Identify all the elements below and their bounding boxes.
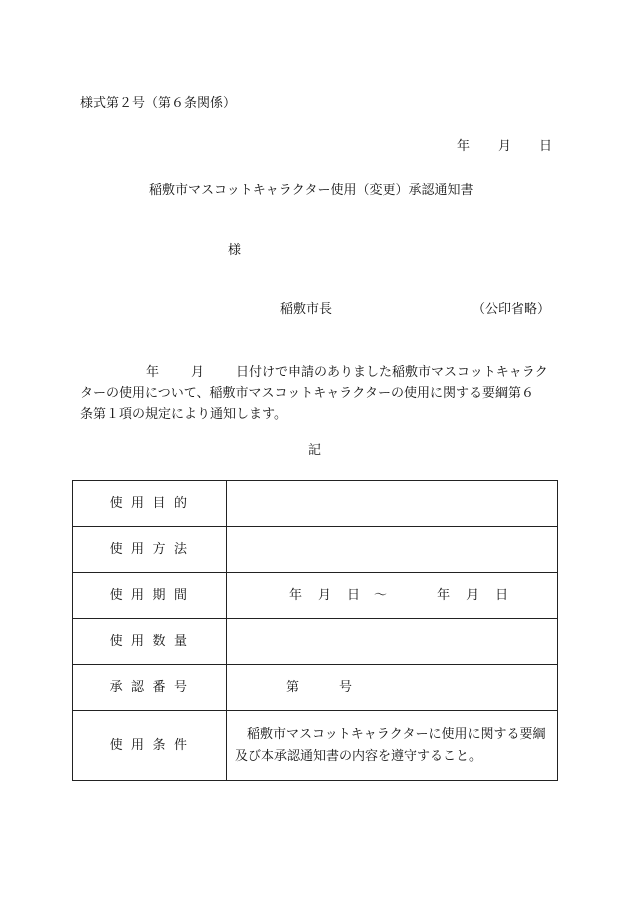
row-label: 承認番号 bbox=[73, 665, 227, 711]
row-label: 使用期間 bbox=[73, 573, 227, 619]
row-label: 使用数量 bbox=[73, 619, 227, 665]
period-tilde: ～ bbox=[374, 588, 388, 603]
row-label: 使用方法 bbox=[73, 527, 227, 573]
period-start-day: 日 bbox=[347, 588, 361, 603]
date-month: 月 bbox=[498, 139, 512, 154]
table-row bbox=[73, 619, 558, 665]
period-end-year: 年 bbox=[437, 588, 451, 603]
period-end-day: 日 bbox=[495, 588, 509, 603]
row-value bbox=[227, 527, 558, 573]
period-end-month: 月 bbox=[466, 588, 480, 603]
table-row bbox=[73, 481, 558, 527]
issuer-name: 稲敷市長 bbox=[280, 302, 333, 317]
conditions-line-2: 及び本承認通知書の内容を遵守すること。 bbox=[235, 748, 483, 764]
period-value bbox=[227, 573, 558, 619]
period-start-month: 月 bbox=[318, 588, 332, 603]
conditions-value bbox=[227, 711, 558, 781]
date-line bbox=[457, 140, 552, 153]
body-line-1-rest: 日付けで申請のありました稲敷市マスコットキャラク bbox=[236, 365, 548, 380]
table-row bbox=[73, 711, 558, 781]
approval-number-value bbox=[227, 665, 558, 711]
body-month: 月 bbox=[191, 365, 205, 380]
table-row bbox=[73, 665, 558, 711]
seal-note: （公印省略） bbox=[472, 302, 551, 317]
body-line-2: ターの使用について、稲敷市マスコットキャラクターの使用に関する要綱第６ bbox=[80, 386, 534, 401]
document-title: 稲敷市マスコットキャラクター使用（変更）承認通知書 bbox=[149, 183, 474, 198]
form-number: 様式第２号（第６条関係） bbox=[80, 96, 237, 111]
row-label: 使用条件 bbox=[73, 711, 227, 781]
note-heading: 記 bbox=[308, 443, 322, 458]
table-row bbox=[73, 573, 558, 619]
date-year: 年 bbox=[457, 139, 471, 154]
approval-number-prefix: 第 bbox=[286, 680, 300, 695]
body-line-3: 条第１項の規定により通知します。 bbox=[80, 407, 287, 422]
row-value bbox=[227, 481, 558, 527]
body-text bbox=[80, 362, 556, 425]
period-start-year: 年 bbox=[289, 588, 303, 603]
body-line-1 bbox=[80, 362, 556, 383]
table-row bbox=[73, 527, 558, 573]
approval-number-suffix: 号 bbox=[339, 680, 353, 695]
body-year: 年 bbox=[146, 365, 160, 380]
conditions-line-1: 稲敷市マスコットキャラクターに使用に関する要綱 bbox=[247, 726, 546, 742]
date-day: 日 bbox=[539, 139, 553, 154]
row-label: 使用目的 bbox=[73, 481, 227, 527]
recipient-suffix: 様 bbox=[228, 243, 242, 258]
row-value bbox=[227, 619, 558, 665]
details-table bbox=[72, 480, 558, 781]
